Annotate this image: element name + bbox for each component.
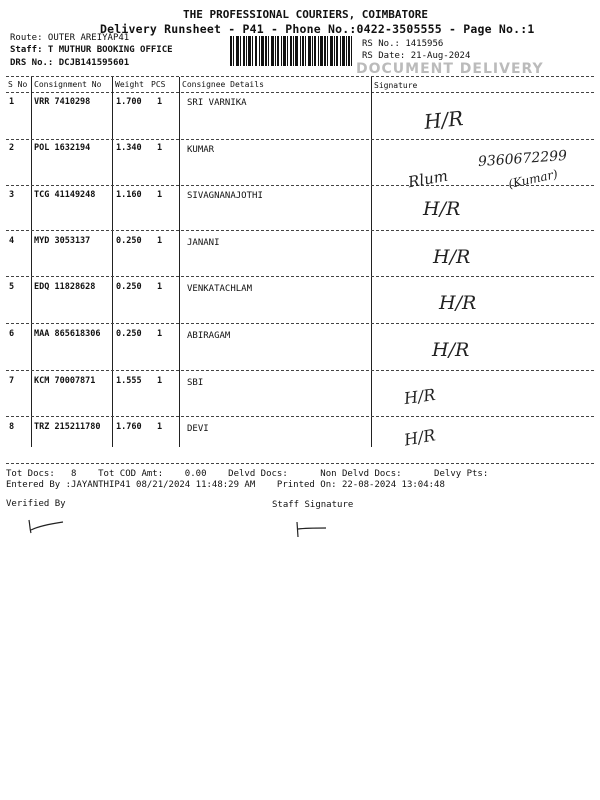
row-consignee: SRI VARNIKA <box>187 98 247 108</box>
row-pcs: 1 <box>157 236 163 246</box>
row-weight: 0.250 <box>116 329 142 339</box>
row-consignment: EDQ 11828628 <box>34 282 96 292</box>
row-sno: 4 <box>9 236 15 246</box>
row-signature: H/R <box>439 292 477 314</box>
row-signature: H/R <box>433 246 471 268</box>
row-consignee: JANANI <box>187 238 220 248</box>
row-consignee: DEVI <box>187 424 209 434</box>
row-signature: H/R <box>402 425 437 450</box>
row-sno: 3 <box>9 190 15 200</box>
handwritten-scrawl: Rlum <box>406 166 450 192</box>
row-pcs: 1 <box>157 422 163 432</box>
row-weight: 1.555 <box>116 376 142 386</box>
divider <box>179 77 180 447</box>
row-consignee: SBI <box>187 378 204 388</box>
row-rule <box>6 323 594 324</box>
row-pcs: 1 <box>157 190 163 200</box>
row-pcs: 1 <box>157 97 163 107</box>
row-consignment: MAA 865618306 <box>34 329 101 339</box>
row-consignee: KUMAR <box>187 145 215 155</box>
row-rule <box>6 276 594 277</box>
row-consignee: SIVAGNANAJOTHI <box>187 191 263 201</box>
row-sno: 6 <box>9 329 15 339</box>
document-delivery-stamp: DOCUMENT DELIVERY <box>356 61 544 77</box>
row-consignment: KCM 70007871 <box>34 376 96 386</box>
row-pcs: 1 <box>157 143 163 153</box>
entered-by-line: Entered By :JAYANTHIP41 08/21/2024 11:48:29 AM Printed On: 22-08-2024 13:04:48 <box>6 480 445 490</box>
row-signature: H/R <box>422 106 465 134</box>
table-bottom-rule <box>6 463 594 464</box>
drs-text: DRS No.: DCJB141595601 <box>10 58 130 68</box>
row-sno: 2 <box>9 143 15 153</box>
row-pcs: 1 <box>157 329 163 339</box>
row-pcs: 1 <box>157 376 163 386</box>
col-consignee: Consignee Details <box>182 80 264 89</box>
row-rule <box>6 370 594 371</box>
totals-line: Tot Docs: 8 Tot COD Amt: 0.00 Delvd Docs: Non Delvd Docs: Delvy Pts: <box>6 469 489 479</box>
rs-number: RS No.: 1415956 <box>362 39 444 49</box>
row-rule <box>6 185 594 186</box>
col-consignment: Consignment No <box>34 80 102 89</box>
divider <box>112 77 113 447</box>
row-consignment: TRZ 215211780 <box>34 422 101 432</box>
row-consignment: TCG 41149248 <box>34 190 96 200</box>
row-consignee: VENKATACHLAM <box>187 284 253 294</box>
row-pcs: 1 <box>157 282 163 292</box>
route-text: Route: OUTER AREIYAP41 <box>10 33 130 43</box>
row-rule <box>6 139 594 140</box>
staff-signature-mark <box>294 520 330 540</box>
row-consignment: POL 1632194 <box>34 143 91 153</box>
barcode-icon <box>230 36 352 66</box>
row-weight: 1.160 <box>116 190 142 200</box>
row-sno: 1 <box>9 97 15 107</box>
staff-text: Staff: T MUTHUR BOOKING OFFICE <box>10 45 173 55</box>
row-signature: H/R <box>432 339 470 361</box>
row-sno: 5 <box>9 282 15 292</box>
col-pcs: PCS <box>151 80 166 89</box>
row-weight: 1.700 <box>116 97 142 107</box>
row-weight: 1.340 <box>116 143 142 153</box>
row-signature: H/R <box>402 384 437 409</box>
handwritten-name: (Kumar) <box>507 166 559 192</box>
company-title: THE PROFESSIONAL COURIERS, COIMBATORE <box>183 8 429 21</box>
verified-by-label: Verified By <box>6 499 66 509</box>
runsheet-title: Delivery Runsheet - P41 - Phone No.:0422-3505555 - Page No.:1 <box>100 22 535 36</box>
row-signature-phone: 9360672299 <box>477 147 568 171</box>
staff-signature-label: Staff Signature <box>272 500 354 510</box>
row-weight: 0.250 <box>116 236 142 246</box>
row-consignment: MYD 3053137 <box>34 236 91 246</box>
rs-date: RS Date: 21-Aug-2024 <box>362 51 471 61</box>
row-rule <box>6 230 594 231</box>
row-consignee: ABIRAGAM <box>187 331 231 341</box>
verified-signature-mark <box>27 516 67 536</box>
row-rule <box>6 416 594 417</box>
row-consignment: VRR 7410298 <box>34 97 91 107</box>
row-weight: 0.250 <box>116 282 142 292</box>
col-sno: S No <box>8 80 28 89</box>
col-weight: Weight <box>115 80 144 89</box>
row-sno: 8 <box>9 422 15 432</box>
col-signature: Signature <box>374 81 418 90</box>
divider <box>371 77 372 447</box>
row-sno: 7 <box>9 376 15 386</box>
row-signature: H/R <box>423 198 461 220</box>
table-header-rule <box>6 92 594 93</box>
divider <box>31 77 32 447</box>
row-weight: 1.760 <box>116 422 142 432</box>
table-top-rule <box>6 76 594 77</box>
